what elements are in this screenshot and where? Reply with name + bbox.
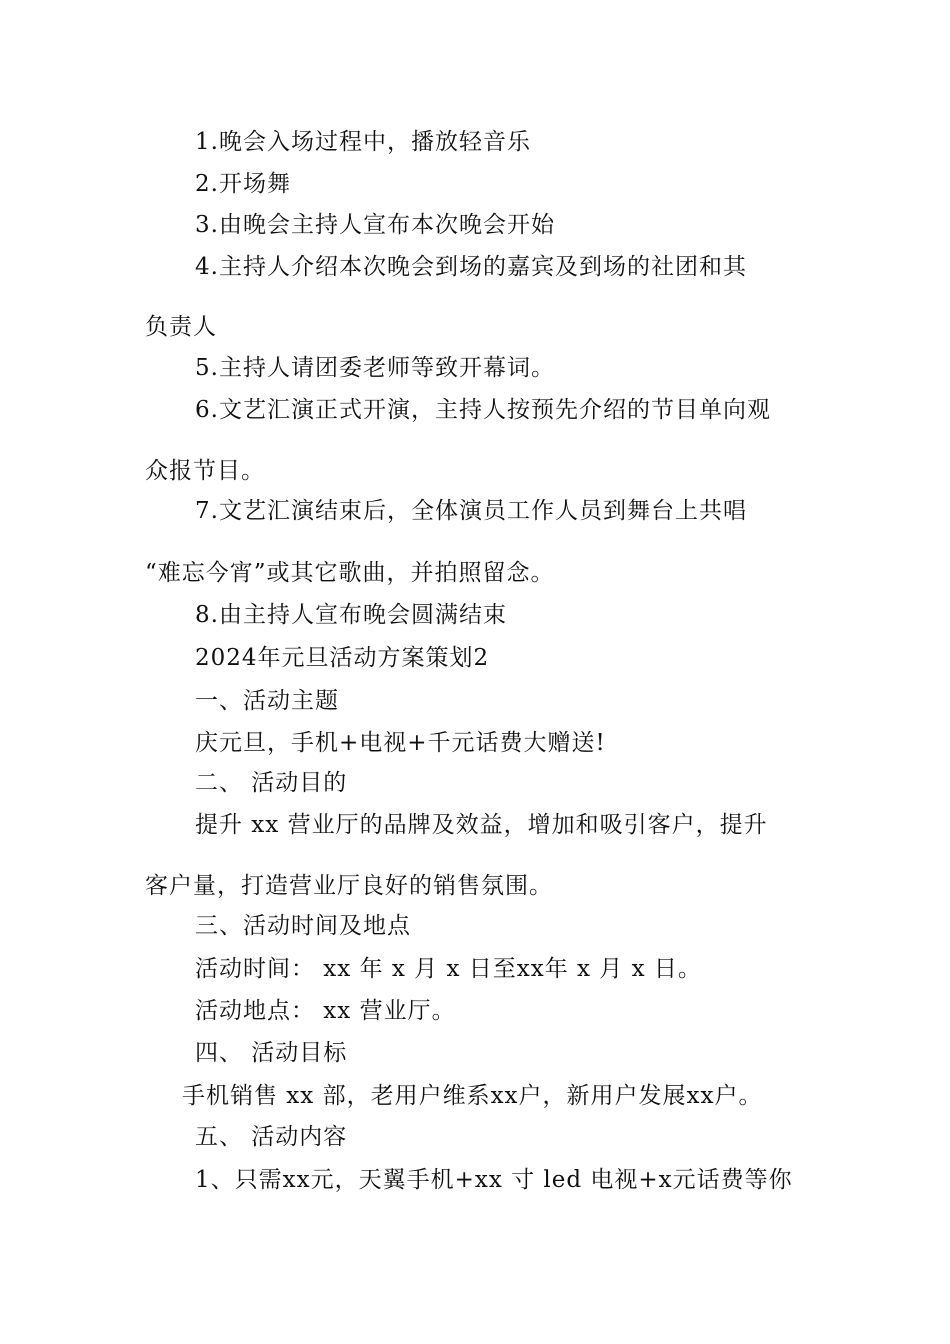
text-line: 活动时间： xx 年 x 月 x 日至xx年 x 月 x 日。 (195, 956, 702, 982)
text-line: 7.文艺汇演结束后，全体演员工作人员到舞台上共唱 (195, 498, 747, 524)
section-heading: 二、 活动目的 (195, 770, 348, 796)
text-line: 客户量，打造营业厅良好的销售氛围。 (145, 873, 553, 899)
text-line: 1.晚会入场过程中，播放轻音乐 (195, 129, 531, 155)
text-line: 提升 xx 营业厅的品牌及效益，增加和吸引客户，提升 (195, 812, 768, 838)
text-line: 庆元旦，手机+电视+千元话费大赠送! (195, 730, 606, 756)
text-line: 8.由主持人宣布晚会圆满结束 (195, 602, 507, 628)
section-heading: 三、活动时间及地点 (195, 913, 411, 939)
text-line: 众报节目。 (145, 458, 265, 484)
text-line: 活动地点： xx 营业厅。 (195, 998, 456, 1024)
text-line: 4.主持人介绍本次晚会到场的嘉宾及到场的社团和其 (195, 254, 747, 280)
text-line: 负责人 (145, 314, 217, 340)
section-title: 2024年元旦活动方案策划2 (195, 645, 490, 671)
text-line: 1、只需xx元，天翼手机+xx 寸 led 电视+x元话费等你 (195, 1167, 793, 1193)
section-heading: 五、 活动内容 (195, 1124, 348, 1150)
text-line: “难忘今宵”或其它歌曲，并拍照留念。 (145, 560, 555, 586)
section-heading: 四、 活动目标 (195, 1040, 348, 1066)
text-line: 5.主持人请团委老师等致开幕词。 (195, 355, 555, 381)
text-line: 6.文艺汇演正式开演，主持人按预先介绍的节目单向观 (195, 397, 771, 423)
text-line: 2.开场舞 (195, 171, 291, 197)
text-line: 3.由晚会主持人宣布本次晚会开始 (195, 212, 555, 238)
text-line: 手机销售 xx 部，老用户维系xx户，新用户发展xx户。 (182, 1083, 763, 1109)
section-heading: 一、活动主题 (195, 688, 339, 714)
